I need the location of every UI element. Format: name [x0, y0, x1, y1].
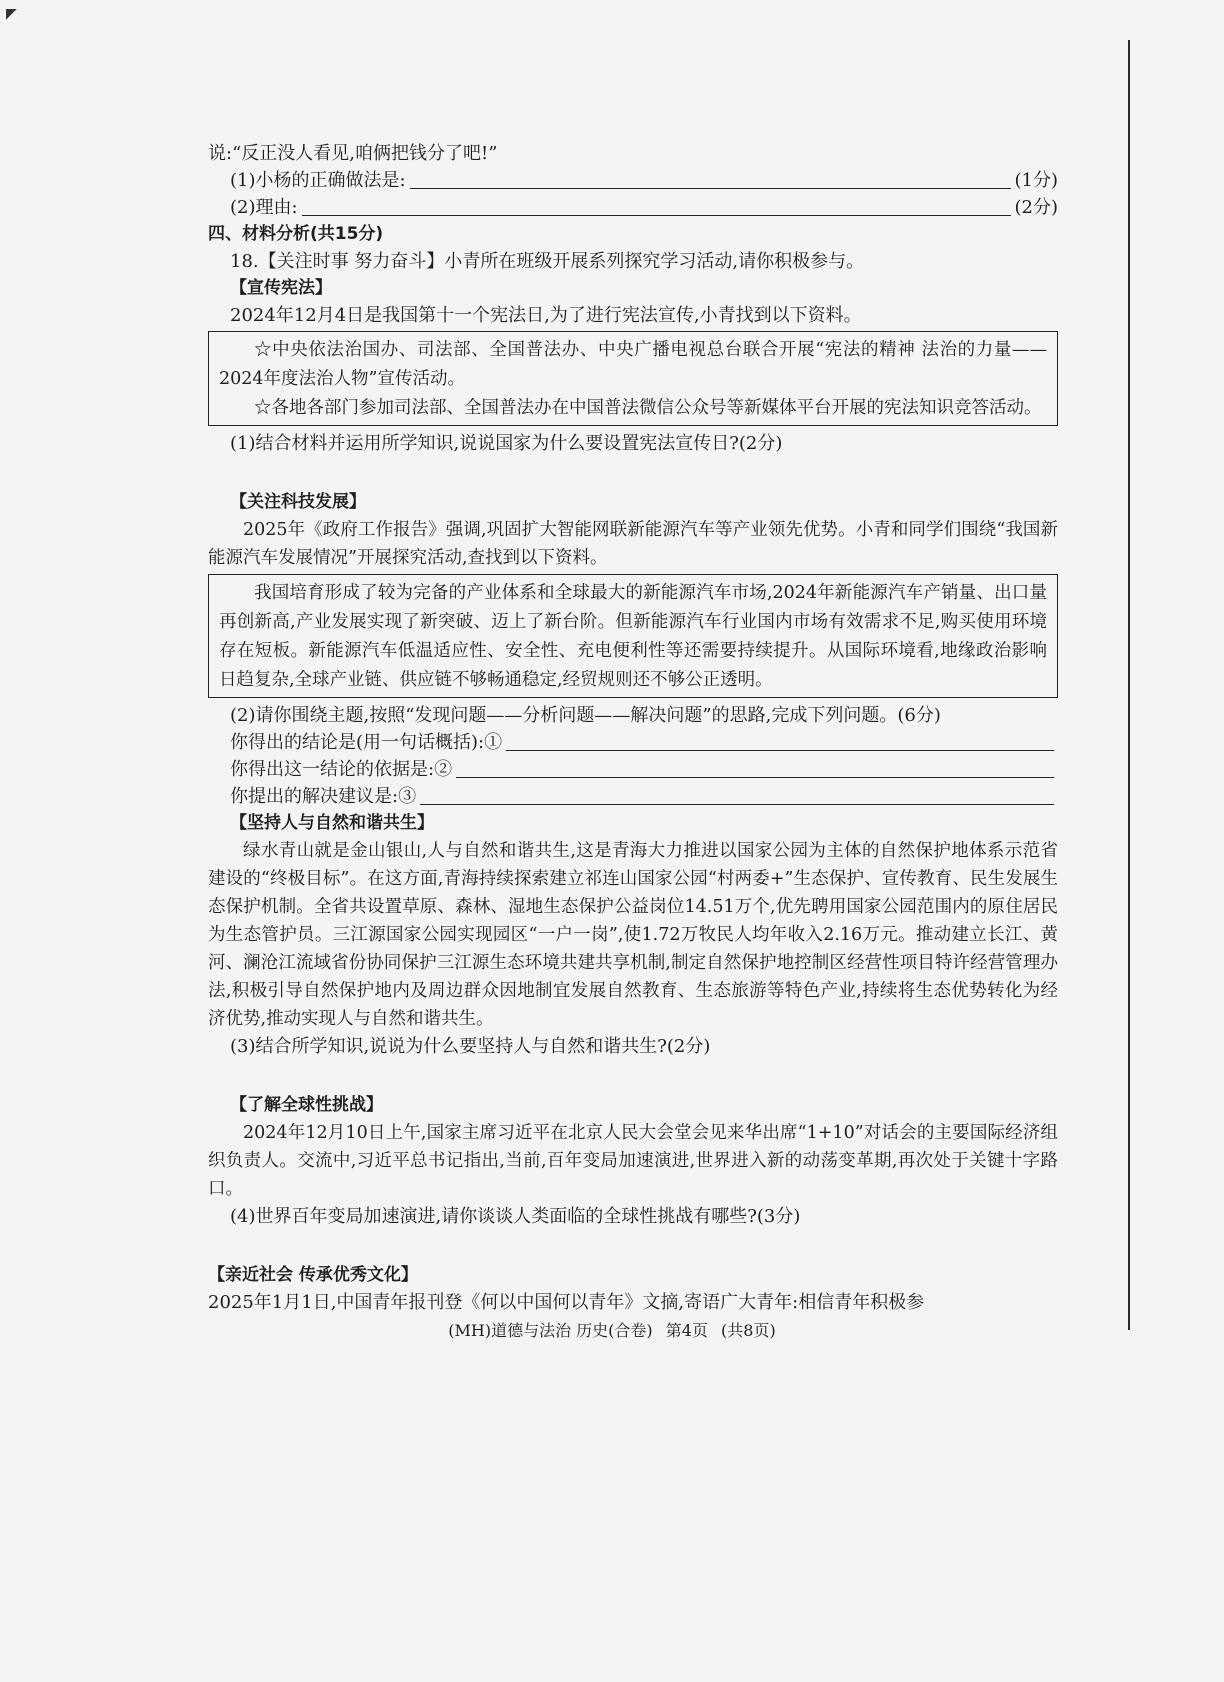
fill-label-suggestion: 你提出的解决建议是:③ — [230, 786, 417, 807]
constitution-question: (1)结合材料并运用所学知识,说说国家为什么要设置宪法宣传日?(2分) — [230, 433, 783, 454]
constitution-item-2: ☆各地各部门参加司法部、全国普法办在中国普法微信公众号等新媒体平台开展的宪法知识竞答活动。 — [254, 398, 1042, 418]
fill-label-basis: 你得出这一结论的依据是:② — [230, 759, 453, 780]
fill-label-conclusion: 你得出的结论是(用一句话概括):① — [230, 732, 503, 753]
binding-line — [1128, 40, 1130, 1330]
nature-question: (3)结合所学知识,说说为什么要坚持人与自然和谐共生?(2分) — [230, 1036, 711, 1057]
tech-question: (2)请你围绕主题,按照“发现问题——分析问题——解决问题”的思路,完成下列问题。(6分) — [230, 705, 941, 726]
culture-intro: 2025年1月1日,中国青年报刊登《何以中国何以青年》文摘,寄语广大青年:相信青年积极参 — [208, 1292, 925, 1313]
fill-line-basis — [208, 756, 1058, 783]
footer-total-pages: (共8页) — [721, 1321, 776, 1340]
question-18-intro: 18.【关注时事 努力奋斗】小青所在班级开展系列探究学习活动,请你积极参与。 — [230, 251, 865, 272]
answer-line-2 — [208, 194, 1058, 221]
heading-constitution: 【宣传宪法】 — [230, 278, 332, 298]
footer-page-number: 第4页 — [665, 1321, 708, 1340]
heading-global: 【了解全球性挑战】 — [230, 1095, 383, 1115]
tech-material-box — [208, 574, 1058, 698]
nature-paragraph: 绿水青山就是金山银山,人与自然和谐共生,这是青海大力推进以国家公园为主体的自然保护地体系示范省建设的“终极目标”。在这方面,青海持续探索建立祁连山国家公园“村两委+”生态保护、宣传教育、民生发展生态保护机制。全省共设置草原、森林、湿地生态保护公益岗位14.51万个,优先聘用国家公园范围内的原住居民为生态管护员。三江源国家公园实现园区“一户一岗”,使1.72万牧民人均年收入2.16万元。推动建立长江、黄河、澜沧江流域省份协同保护三江源生态环境共建共享机制,制定自然保护地控制区经营性项目特许经营管理办法,积极引导自然保护地内及周边群众因地制宜发展自然教育、生态旅游等特色产业,持续将生态优势转化为经济优势,推动实现人与自然和谐共生。 — [208, 841, 1058, 1029]
constitution-intro: 2024年12月4日是我国第十一个宪法日,为了进行宪法宣传,小青找到以下资料。 — [230, 305, 862, 326]
exam-page — [208, 140, 1058, 1316]
heading-tech: 【关注科技发展】 — [230, 492, 366, 512]
question-1-score: (1分) — [1014, 170, 1058, 191]
question-1-label: (1)小杨的正确做法是: — [230, 170, 406, 191]
global-paragraph: 2024年12月10日上午,国家主席习近平在北京人民大会堂会见来华出席“1+10”对话会的主要国际经济组织负责人。交流中,习近平总书记指出,当前,百年变局加速演进,世界进入新的动荡变革期,再次处于关键十字路口。 — [208, 1123, 1058, 1199]
constitution-material-box — [208, 331, 1058, 426]
fill-line-suggestion — [208, 783, 1058, 810]
fill-blank-conclusion[interactable] — [506, 732, 1054, 751]
heading-nature: 【坚持人与自然和谐共生】 — [230, 813, 434, 833]
section-title: 四、材料分析(共15分) — [208, 224, 384, 244]
page-footer — [0, 1318, 1224, 1341]
answer-space[interactable] — [208, 1060, 1058, 1092]
footer-subject: (MH)道德与法治 历史(合卷) — [448, 1321, 653, 1340]
tech-intro: 2025年《政府工作报告》强调,巩固扩大智能网联新能源汽车等产业领先优势。小青和同学们围绕“我国新能源汽车发展情况”开展探究活动,查找到以下资料。 — [208, 520, 1058, 568]
previous-question-tail: 说:“反正没人看见,咱俩把钱分了吧!” — [208, 143, 498, 164]
answer-line-1 — [208, 167, 1058, 194]
question-2-score: (2分) — [1014, 197, 1058, 218]
question-2-label: (2)理由: — [230, 197, 298, 218]
heading-culture: 【亲近社会 传承优秀文化】 — [208, 1265, 418, 1285]
fill-blank-suggestion[interactable] — [420, 786, 1054, 805]
global-question: (4)世界百年变局加速演进,请你谈谈人类面临的全球性挑战有哪些?(3分) — [230, 1206, 801, 1227]
corner-mark: ◤ — [6, 6, 17, 22]
answer-blank-1[interactable] — [410, 170, 1011, 189]
fill-line-conclusion — [208, 729, 1058, 756]
constitution-item-1: ☆中央依法治国办、司法部、全国普法办、中央广播电视总台联合开展“宪法的精神 法治的力量——2024年度法治人物”宣传活动。 — [219, 340, 1047, 389]
answer-space[interactable] — [208, 457, 1058, 489]
answer-blank-2[interactable] — [302, 197, 1011, 216]
tech-material-text: 我国培育形成了较为完备的产业体系和全球最大的新能源汽车市场,2024年新能源汽车产销量、出口量再创新高,产业发展实现了新突破、迈上了新台阶。但新能源汽车行业国内市场有效需求不足,购买使用环境存在短板。新能源汽车低温适应性、安全性、充电便利性等还需要持续提升。从国际环境看,地缘政治影响日趋复杂,全球产业链、供应链不够畅通稳定,经贸规则还不够公正透明。 — [219, 583, 1047, 690]
answer-space[interactable] — [208, 1230, 1058, 1262]
fill-blank-basis[interactable] — [456, 759, 1054, 778]
